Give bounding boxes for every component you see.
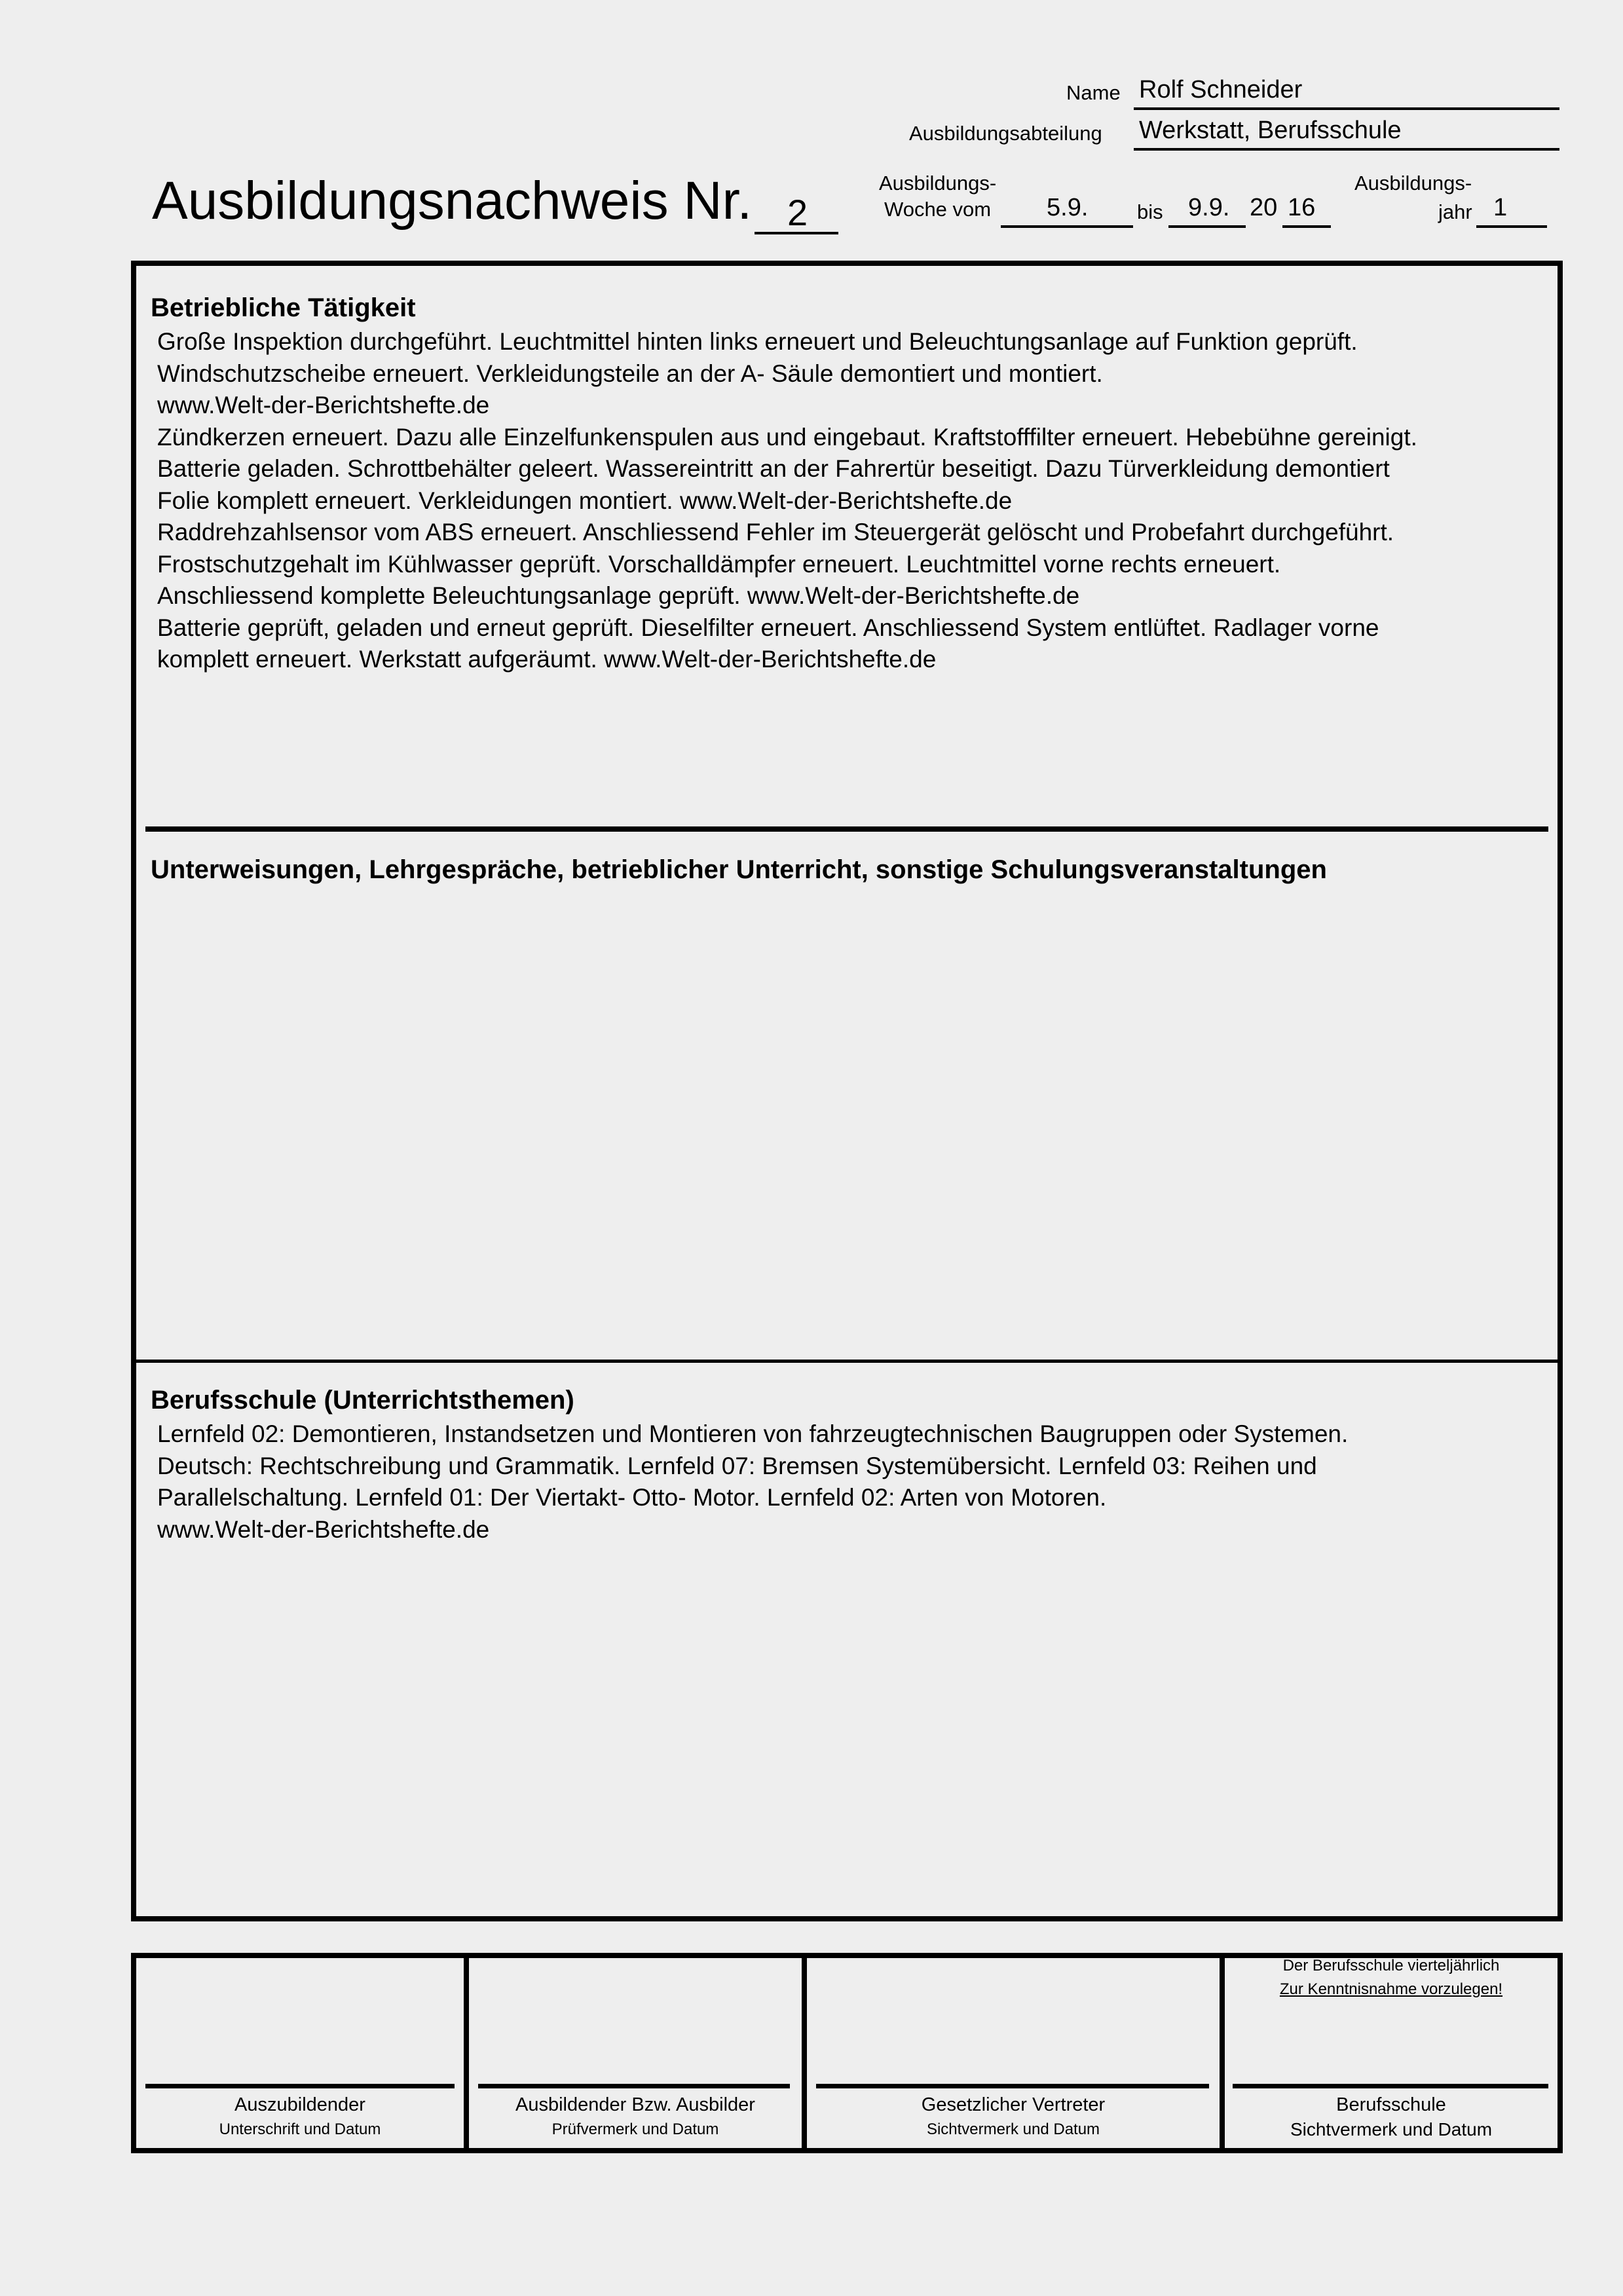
name-value: Rolf Schneider (1139, 76, 1303, 103)
signature-box (131, 1953, 1563, 2153)
section-title-schule: Berufsschule (Unterrichtsthemen) (151, 1386, 574, 1415)
name-label: Name (1066, 81, 1121, 104)
year-prefix: 20 (1250, 194, 1278, 221)
signature-label-azubi: Auszubildender (234, 2094, 365, 2115)
schule-line: www.Welt-der-Berichtshefte.de (157, 1515, 490, 1543)
betrieb-line: Batterie geprüft, geladen und erneut geprüft. Dieselfilter erneuert. Anschliessend System entlüftet. Radlager vorne (157, 614, 1379, 641)
betrieb-line: Windschutzscheibe erneuert. Verkleidungsteile an der A- Säule demontiert und montiert. (157, 360, 1103, 387)
section-divider (145, 826, 1548, 832)
betrieb-line: Große Inspektion durchgeführt. Leuchtmittel hinten links erneuert und Beleuchtungsanlage auf Funktion geprüft. (157, 328, 1358, 355)
week-to-value: 9.9. (1188, 194, 1230, 221)
department-field[interactable] (1134, 114, 1559, 151)
signature-label-ausbilder: Ausbildender Bzw. Ausbilder (515, 2094, 755, 2115)
betrieb-line: Raddrehzahlsensor vom ABS erneuert. Anschliessend Fehler im Steuergerät gelöscht und Probefahrt durchgeführt. (157, 519, 1394, 546)
section-body-unterweisung[interactable] (145, 895, 1554, 1353)
section-divider (136, 1360, 1558, 1363)
week-from-field[interactable] (1001, 191, 1133, 228)
section-body-schule[interactable] (157, 1418, 1348, 1546)
signature-label-vertreter: Gesetzlicher Vertreter (921, 2094, 1106, 2115)
training-year-field[interactable] (1476, 191, 1547, 228)
signature-divider (464, 1958, 469, 2148)
activity-box (131, 261, 1563, 1921)
betrieb-line: Batterie geladen. Schrottbehälter geleert. Wassereintritt an der Fahrertür beseitigt. Dazu Türverkleidung demontiert (157, 455, 1390, 482)
betrieb-line: Frostschutzgehalt im Kühlwasser geprüft. Vorschalldämpfer erneuert. Leuchtmittel vorne rechts erneuert. (157, 550, 1281, 578)
schule-line: Lernfeld 02: Demontieren, Instandsetzen und Montieren von fahrzeugtechnischen Baugruppen oder Systemen. (157, 1420, 1349, 1447)
signature-label-schule: Berufsschule (1336, 2094, 1446, 2115)
signature-line (1233, 2084, 1548, 2088)
betrieb-line: Anschliessend komplette Beleuchtungsanlage geprüft. www.Welt-der-Berichtshefte.de (157, 582, 1080, 609)
report-number: 2 (787, 192, 808, 233)
week-from-value: 5.9. (1047, 194, 1089, 221)
year-suffix-value: 16 (1288, 194, 1316, 221)
signature-divider (1220, 1958, 1225, 2148)
department-value: Werkstatt, Berufsschule (1139, 117, 1402, 144)
training-year-value: 1 (1493, 194, 1508, 221)
week-label-bottom: Woche vom (884, 198, 992, 221)
signature-line (478, 2084, 790, 2088)
betrieb-line: Folie komplett erneuert. Verkleidungen montiert. www.Welt-der-Berichtshefte.de (157, 487, 1013, 514)
section-body-betrieb[interactable] (157, 326, 1417, 676)
signature-sublabel-schule: Sichtvermerk und Datum (1290, 2119, 1493, 2139)
name-field[interactable] (1134, 73, 1559, 110)
bis-label: bis (1137, 200, 1163, 223)
betrieb-line: www.Welt-der-Berichtshefte.de (157, 392, 490, 418)
year-suffix-field[interactable] (1282, 191, 1331, 228)
betrieb-line: Zündkerzen erneuert. Dazu alle Einzelfunkenspulen aus und eingebaut. Kraftstofffilter erneuert. Hebebühne gereinigt. (157, 423, 1417, 451)
week-label-top: Ausbildungs- (879, 172, 997, 194)
signature-cell-schule[interactable] (1225, 1958, 1558, 2148)
section-title-betrieb: Betriebliche Tätigkeit (151, 293, 416, 322)
department-label: Ausbildungsabteilung (909, 122, 1102, 145)
training-year-label-top: Ausbildungs- (1354, 172, 1472, 194)
signature-cell-azubi[interactable] (136, 1958, 464, 2148)
schule-line: Deutsch: Rechtschreibung und Grammatik. Lernfeld 07: Bremsen Systemübersicht. Lernfeld 03: Reihen und (157, 1452, 1317, 1479)
signature-cell-vertreter[interactable] (807, 1958, 1220, 2148)
page-title: Ausbildungsnachweis Nr. (152, 171, 753, 231)
signature-sublabel-azubi: Unterschrift und Datum (219, 2120, 381, 2138)
signature-line (145, 2084, 455, 2088)
section-title-unterweisung: Unterweisungen, Lehrgespräche, betrieblicher Unterricht, sonstige Schulungsveranstaltungen (151, 855, 1327, 884)
betrieb-line: komplett erneuert. Werkstatt aufgeräumt. www.Welt-der-Berichtshefte.de (157, 646, 937, 673)
signature-sublabel-ausbilder: Prüfvermerk und Datum (551, 2120, 719, 2138)
signature-sublabel-vertreter: Sichtvermerk und Datum (926, 2120, 1100, 2138)
schule-note-line-1: Der Berufsschule vierteljährlich (1282, 1957, 1500, 1974)
signature-divider (802, 1958, 807, 2148)
signature-cell-ausbilder[interactable] (469, 1958, 802, 2148)
signature-line (816, 2084, 1209, 2088)
report-number-field[interactable] (755, 185, 838, 234)
schule-line: Parallelschaltung. Lernfeld 01: Der Viertakt- Otto- Motor. Lernfeld 02: Arten von Motoren. (157, 1484, 1107, 1511)
schule-note-line-2: Zur Kenntnisnahme vorzulegen! (1279, 1980, 1503, 1998)
week-to-field[interactable] (1168, 191, 1246, 228)
training-year-label-bottom: jahr (1438, 200, 1472, 223)
